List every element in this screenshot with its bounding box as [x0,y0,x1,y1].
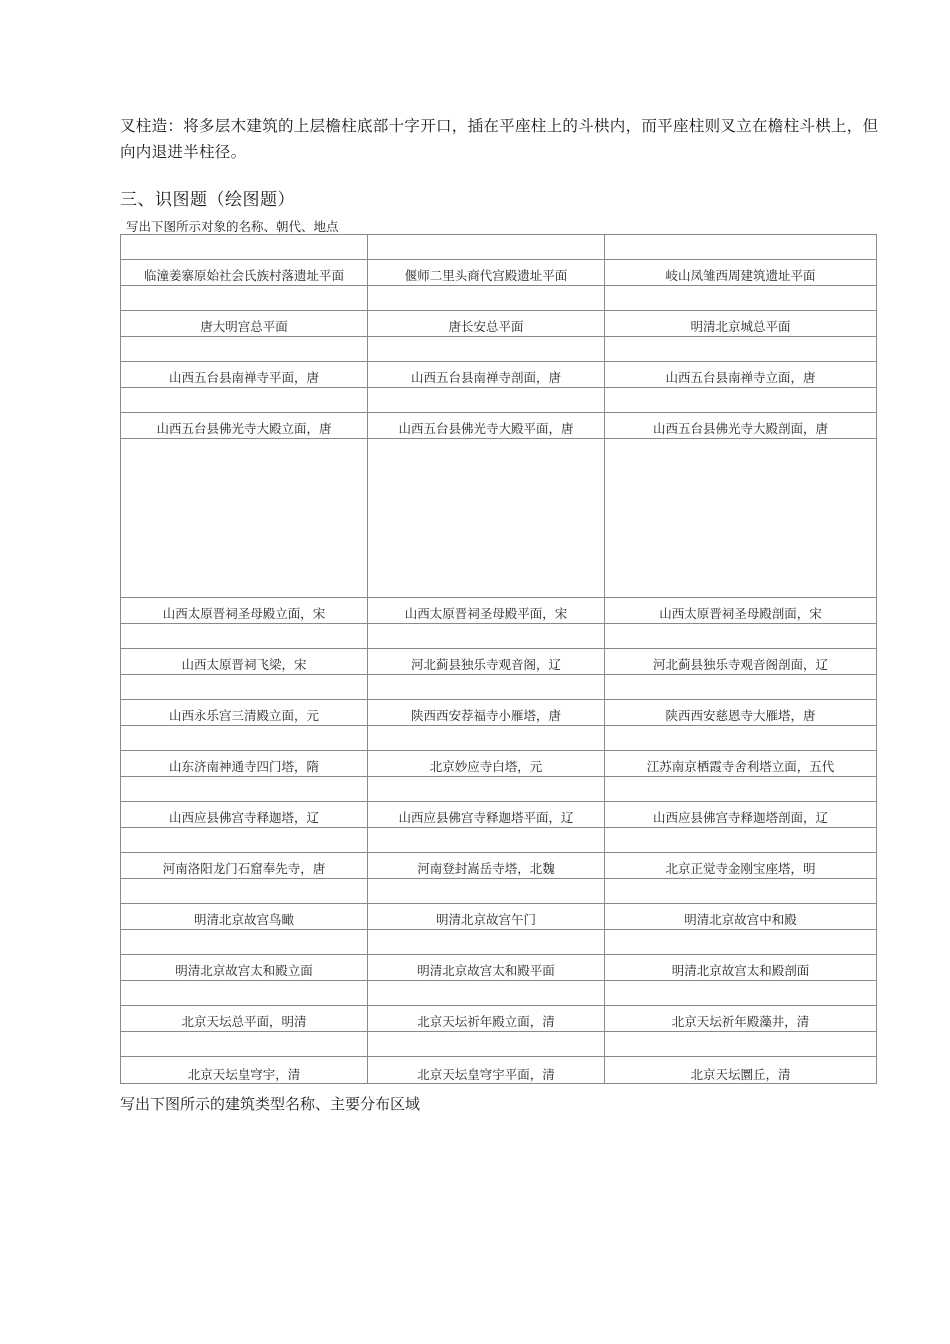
caption-cell: 北京天坛皇穹宇，清 [121,1057,368,1084]
caption-cell: 陕西西安慈恩寺大雁塔，唐 [605,700,877,726]
image-cell [368,726,605,751]
caption-cell: 河南洛阳龙门石窟奉先寺，唐 [121,853,368,879]
image-row [121,1032,877,1057]
image-cell [121,439,368,598]
caption-cell: 北京天坛皇穹宇平面，清 [368,1057,605,1084]
image-cell [121,828,368,853]
image-cell [121,777,368,802]
caption-cell: 山西五台县南禅寺平面，唐 [121,362,368,388]
image-cell [605,726,877,751]
image-cell [368,1032,605,1057]
caption-cell: 山西太原晋祠圣母殿剖面，宋 [605,598,877,624]
caption-cell: 江苏南京栖霞寺舍利塔立面，五代 [605,751,877,777]
caption-cell: 明清北京故宫午门 [368,904,605,930]
image-cell [605,286,877,311]
image-row [121,879,877,904]
caption-cell: 北京妙应寺白塔，元 [368,751,605,777]
image-cell [368,777,605,802]
caption-cell: 明清北京故宫中和殿 [605,904,877,930]
image-cell [121,388,368,413]
caption-cell: 北京天坛总平面，明清 [121,1006,368,1032]
caption-cell: 山西五台县南禅寺立面，唐 [605,362,877,388]
caption-cell: 山西应县佛宫寺释迦塔剖面，辽 [605,802,877,828]
image-row [121,675,877,700]
caption-row [121,413,877,439]
caption-cell: 唐长安总平面 [368,311,605,337]
caption-row [121,598,877,624]
caption-row [121,802,877,828]
image-cell [605,1032,877,1057]
image-cell [121,235,368,260]
image-row [121,286,877,311]
figure-caption-table [120,234,877,1084]
caption-cell: 河北蓟县独乐寺观音阁剖面，辽 [605,649,877,675]
image-cell [605,777,877,802]
image-cell [121,726,368,751]
image-row [121,930,877,955]
caption-row [121,700,877,726]
caption-row [121,649,877,675]
caption-cell: 明清北京故宫鸟瞰 [121,904,368,930]
image-cell [121,337,368,362]
caption-cell: 北京天坛祈年殿立面，清 [368,1006,605,1032]
image-cell [605,624,877,649]
caption-cell: 北京天坛圜丘，清 [605,1057,877,1084]
caption-cell: 唐大明宫总平面 [121,311,368,337]
caption-cell: 偃师二里头商代宫殿遗址平面 [368,260,605,286]
image-cell [368,828,605,853]
image-cell [368,388,605,413]
image-row [121,624,877,649]
image-row [121,235,877,260]
caption-row [121,955,877,981]
caption-cell: 明清北京城总平面 [605,311,877,337]
image-cell [121,981,368,1006]
caption-row [121,853,877,879]
image-cell [605,828,877,853]
caption-cell: 河南登封嵩岳寺塔，北魏 [368,853,605,879]
image-row [121,388,877,413]
image-cell [368,286,605,311]
caption-row [121,362,877,388]
caption-row [121,751,877,777]
image-cell [605,879,877,904]
definition-paragraph: 叉柱造：将多层木建筑的上层檐柱底部十字开口，插在平座柱上的斗栱内，而平座柱则叉立在檐柱斗栱上，但向内退进半柱径。 [120,117,879,161]
caption-row [121,311,877,337]
image-row [121,439,877,598]
caption-cell: 山西应县佛宫寺释迦塔，辽 [121,802,368,828]
image-cell [368,337,605,362]
image-cell [121,1032,368,1057]
caption-cell: 山西五台县佛光寺大殿立面，唐 [121,413,368,439]
caption-cell: 明清北京故宫太和殿立面 [121,955,368,981]
caption-cell: 山西应县佛宫寺释迦塔平面，辽 [368,802,605,828]
instruction-text: 写出下图所示对象的名称、朝代、地点 [126,219,339,234]
image-cell [121,624,368,649]
caption-cell: 山西永乐宫三清殿立面，元 [121,700,368,726]
caption-row [121,1006,877,1032]
caption-row [121,904,877,930]
caption-cell: 河北蓟县独乐寺观音阁，辽 [368,649,605,675]
image-cell [605,981,877,1006]
caption-cell: 山西五台县佛光寺大殿平面，唐 [368,413,605,439]
image-cell [368,235,605,260]
image-cell [605,235,877,260]
caption-row [121,260,877,286]
image-row [121,777,877,802]
instruction-text-2: 写出下图所示的建筑类型名称、主要分布区域 [120,1095,421,1113]
image-cell [368,624,605,649]
caption-cell: 山西五台县佛光寺大殿剖面，唐 [605,413,877,439]
image-cell [368,675,605,700]
image-cell [605,675,877,700]
caption-cell: 山西五台县南禅寺剖面，唐 [368,362,605,388]
image-cell [121,286,368,311]
section-title: 三、识图题（绘图题） [120,190,295,210]
caption-cell: 岐山凤雏西周建筑遗址平面 [605,260,877,286]
caption-cell: 山西太原晋祠圣母殿平面，宋 [368,598,605,624]
caption-cell: 明清北京故宫太和殿剖面 [605,955,877,981]
image-cell [605,388,877,413]
image-cell [368,981,605,1006]
image-cell [368,439,605,598]
caption-cell: 山东济南神通寺四门塔，隋 [121,751,368,777]
image-cell [605,930,877,955]
caption-cell: 山西太原晋祠圣母殿立面，宋 [121,598,368,624]
image-cell [605,337,877,362]
image-row [121,337,877,362]
image-row [121,828,877,853]
caption-row [121,1057,877,1084]
caption-cell: 临潼姜寨原始社会氏族村落遗址平面 [121,260,368,286]
image-cell [368,930,605,955]
image-cell [605,439,877,598]
image-row [121,726,877,751]
image-cell [121,675,368,700]
caption-cell: 陕西西安荐福寺小雁塔，唐 [368,700,605,726]
image-cell [368,879,605,904]
image-cell [121,930,368,955]
image-cell [121,879,368,904]
caption-cell: 北京正觉寺金刚宝座塔，明 [605,853,877,879]
caption-cell: 北京天坛祈年殿藻井，清 [605,1006,877,1032]
image-row [121,981,877,1006]
caption-cell: 明清北京故宫太和殿平面 [368,955,605,981]
caption-cell: 山西太原晋祠飞梁，宋 [121,649,368,675]
